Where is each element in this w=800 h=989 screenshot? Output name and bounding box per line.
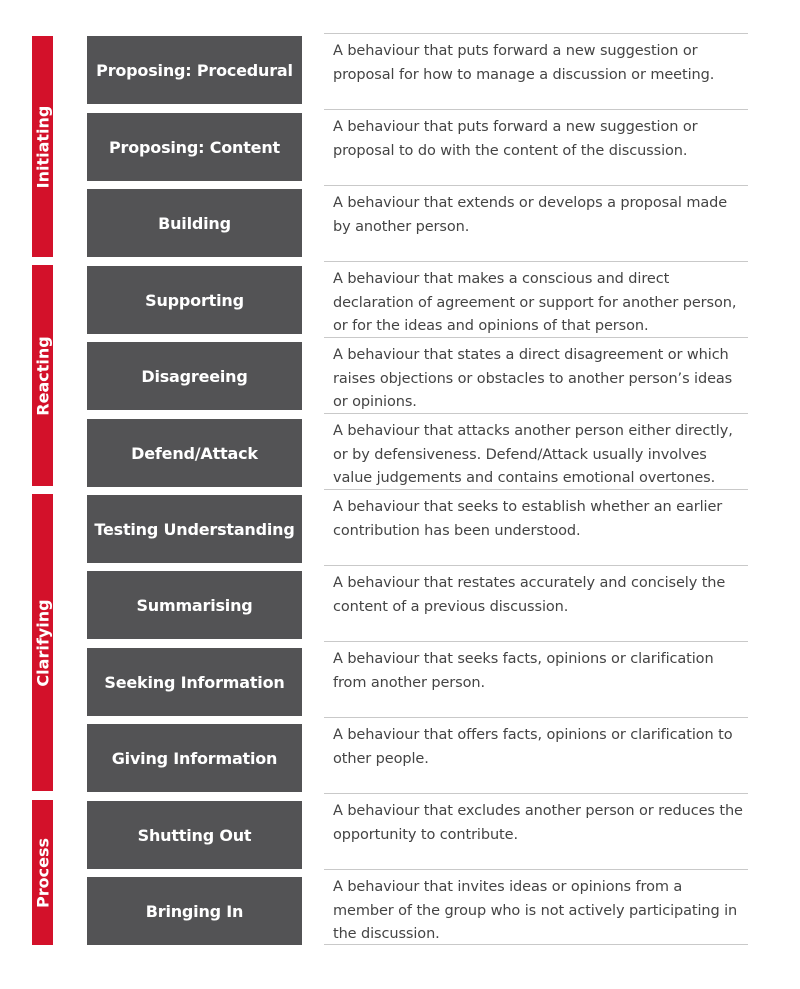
- behaviour-bringing-in: Bringing In: [87, 877, 302, 945]
- description-text: A behaviour that seeks facts, opinions or clarification from another person.: [333, 651, 714, 691]
- description-row: [324, 717, 748, 793]
- category-clarifying: [32, 494, 53, 791]
- behaviour-shutting-out: Shutting Out: [87, 801, 302, 869]
- behaviour-defend-attack: Defend/Attack: [87, 419, 302, 487]
- category-label: Reacting: [33, 335, 52, 416]
- description-text: A behaviour that excludes another person or reduces the opportunity to contribute.: [333, 803, 743, 843]
- description-text: A behaviour that makes a conscious and direct declaration of agreement or support for another person, or for the ideas and opinions of that person.: [333, 271, 737, 334]
- description-text: A behaviour that puts forward a new suggestion or proposal to do with the content of the discussion.: [333, 119, 698, 159]
- description-text: A behaviour that restates accurately and concisely the content of a previous discussion.: [333, 575, 726, 615]
- description-row: [324, 793, 748, 869]
- description-row: [324, 641, 748, 717]
- description-text: A behaviour that invites ideas or opinions from a member of the group who is not actively participating in the discussion.: [333, 879, 738, 942]
- behaviour-supporting: Supporting: [87, 266, 302, 334]
- behaviour-summarising: Summarising: [87, 571, 302, 639]
- category-label: Initiating: [33, 105, 52, 188]
- description-row: [324, 413, 748, 489]
- description-text: A behaviour that extends or develops a proposal made by another person.: [333, 195, 728, 235]
- behaviour-proposing-content: Proposing: Content: [87, 113, 302, 181]
- behaviour-proposing-procedural: Proposing: Procedural: [87, 36, 302, 104]
- description-text: A behaviour that offers facts, opinions or clarification to other people.: [333, 727, 733, 767]
- description-text: A behaviour that attacks another person either directly, or by defensiveness. Defend/Attack usually involves value judgements and contains emotional overtones.: [333, 423, 733, 486]
- description-row: [324, 565, 748, 641]
- description-row: [324, 337, 748, 413]
- category-label: Process: [33, 837, 52, 908]
- description-row: [324, 261, 748, 337]
- description-row: [324, 869, 748, 945]
- category-initiating: [32, 36, 53, 257]
- behaviour-seeking-information: Seeking Information: [87, 648, 302, 716]
- description-text: A behaviour that seeks to establish whether an earlier contribution has been understood.: [333, 499, 723, 539]
- description-row: [324, 489, 748, 565]
- category-label: Clarifying: [33, 598, 52, 687]
- description-row: [324, 33, 748, 109]
- description-row: [324, 185, 748, 261]
- description-row: [324, 109, 748, 185]
- description-text: A behaviour that puts forward a new suggestion or proposal for how to manage a discussion or meeting.: [333, 43, 715, 83]
- behaviour-building: Building: [87, 189, 302, 257]
- behaviour-disagreeing: Disagreeing: [87, 342, 302, 410]
- description-text: A behaviour that states a direct disagreement or which raises objections or obstacles to another person’s ideas or opinions.: [333, 347, 733, 410]
- category-process: [32, 800, 53, 945]
- category-reacting: [32, 265, 53, 486]
- behaviour-giving-information: Giving Information: [87, 724, 302, 792]
- behaviour-testing-understanding: Testing Understanding: [87, 495, 302, 563]
